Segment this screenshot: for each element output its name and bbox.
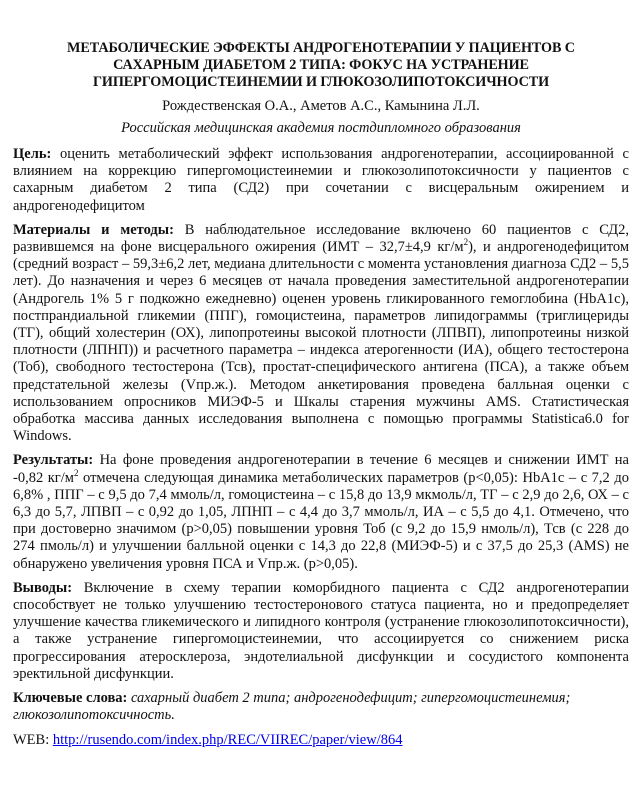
- methods-label: Материалы и методы:: [13, 221, 174, 238]
- web-label: WEB:: [13, 731, 53, 748]
- aim-label: Цель:: [13, 146, 52, 162]
- methods-text-2: ), и андрогенодефицитом (средний возраст – 59,3±6,2 лет, медиана длительности с момента установления диагноза СД2 – 5,5 лет). До назначения и через 6 месяцев от начала проведения заместительной андрогенотерапии (Андрогель 1% 5 г подкожно ежедневно) оценен уровень гликированного гемоглобина (HbA1c), постпрандиальной гликемии (ППГ), гомоцистеина, параметров липидограммы (триглицериды (ТГ), общий холестерин (ОХ), липопротеины высокой плотности (ЛПВП), липопротеины низкой плотности (ЛПНП)) и расчетного параметра – индекса атерогенности (ИА), общего тестостерона (Тоб), свободного тестостерона (Тсв), простат-специфического антигена (ПСА), а также объем предстательной железы (Vпр.ж.). Методом анкетирования проведена балльная оценки с использованием опросников МИЭФ-5 и Шкалы старения мужчины AMS. Статистическая обработка массива данных исследования выполнена с помощью программы Statistica6.0 for Windows.: [13, 239, 629, 445]
- authors: Рождественская О.А., Аметов А.С., Камынина Л.Л.: [162, 98, 480, 114]
- results-superscript: 2: [73, 467, 79, 478]
- methods-text-1: В наблюдательное исследование включено 60 пациентов с СД2, развившемся на фоне висцерального ожирения (ИМТ – 32,7±4,9 кг/м: [13, 221, 629, 256]
- keywords-text: сахарный диабет 2 типа; андрогенодефицит; гипергомоцистеинемия; глюкозолипотоксичность.: [13, 690, 571, 724]
- aim-section: [13, 146, 629, 215]
- methods-superscript: 2: [463, 237, 469, 248]
- results-text-1: На фоне проведения андрогенотерапии в течение 6 месяцев и снижении ИМТ на -0,82 кг/м: [13, 452, 629, 486]
- keywords-section: [13, 690, 629, 724]
- paper-title: [13, 40, 629, 91]
- conclusions-text: Включение в схему терапии коморбидного пациента с СД2 андрогенотерапии способствует не только улучшению тестостеронового статуса пациента, но и предопределяет улучшение качества гликемического и липидного контроля (устранение глюкозолипотоксичности), а также устранение гипергомоцистеинемии, что ассоциируется со снижением риска прогрессирования атеросклероза, эндотелиальной дисфункции и сосудистого компонента эректильной дисфункции.: [13, 579, 629, 682]
- affiliation: Российская медицинская академия постдипломного образования: [121, 120, 521, 136]
- methods-section: [13, 222, 629, 446]
- results-text-2: отмечена следующая динамика метаболических параметров (р<0,05): HbA1c – с 7,2 до 6,8% , ППГ – с 9,5 до 7,4 ммоль/л, гомоцистеина – с 15,8 до 13,9 мкмоль/л, ТГ – с 2,9 до 2,6, ОХ – с 6,3 до 5,7, ЛПВП – с 0,92 до 1,05, ЛПНП – с 4,4 до 3,7 ммоль/л, ИА – с 5,5 до 4,1. Отмечено, что при достоверно значимом (р>0,05) повышении уровня Тоб (с 9,2 до 15,9 нмоль/л), Тсв (с 228 до 274 пмоль/л) и улучшении балльной оценки с 14,3 до 22,8 (МИЭФ-5) и с 37,5 до 25,3 (AMS) не обнаружено увеличения уровня ПСА и Vпр.ж. (р>0,05).: [13, 469, 629, 572]
- title-line-1: МЕТАБОЛИЧЕСКИЕ ЭФФЕКТЫ АНДРОГЕНОТЕРАПИИ У ПАЦИЕНТОВ С: [67, 40, 575, 56]
- keywords-label: Ключевые слова:: [13, 690, 128, 707]
- aim-text: оценить метаболический эффект использования андрогенотерапии, ассоциированной с влиянием на коррекцию гипергомоцистеинемии и глюкозолипотоксичности у пациентов с сахарным диабетом 2 типа (СД2) при сочетании с висцеральным ожирением и андрогенодефицитом: [13, 146, 629, 214]
- web-section: [13, 732, 629, 749]
- conclusions-section: [13, 580, 629, 683]
- title-line-2: САХАРНЫМ ДИАБЕТОМ 2 ТИПА: ФОКУС НА УСТРАНЕНИЕ: [113, 57, 529, 73]
- title-line-3: ГИПЕРГОМОЦИСТЕИНЕМИИ И ГЛЮКОЗОЛИПОТОКСИЧНОСТИ: [92, 74, 550, 90]
- results-label: Результаты:: [13, 452, 94, 469]
- results-section: [13, 452, 629, 572]
- conclusions-label: Выводы:: [13, 579, 73, 596]
- paper-link[interactable]: http://rusendo.com/index.php/REC/VIIREC/paper/view/864: [52, 731, 403, 748]
